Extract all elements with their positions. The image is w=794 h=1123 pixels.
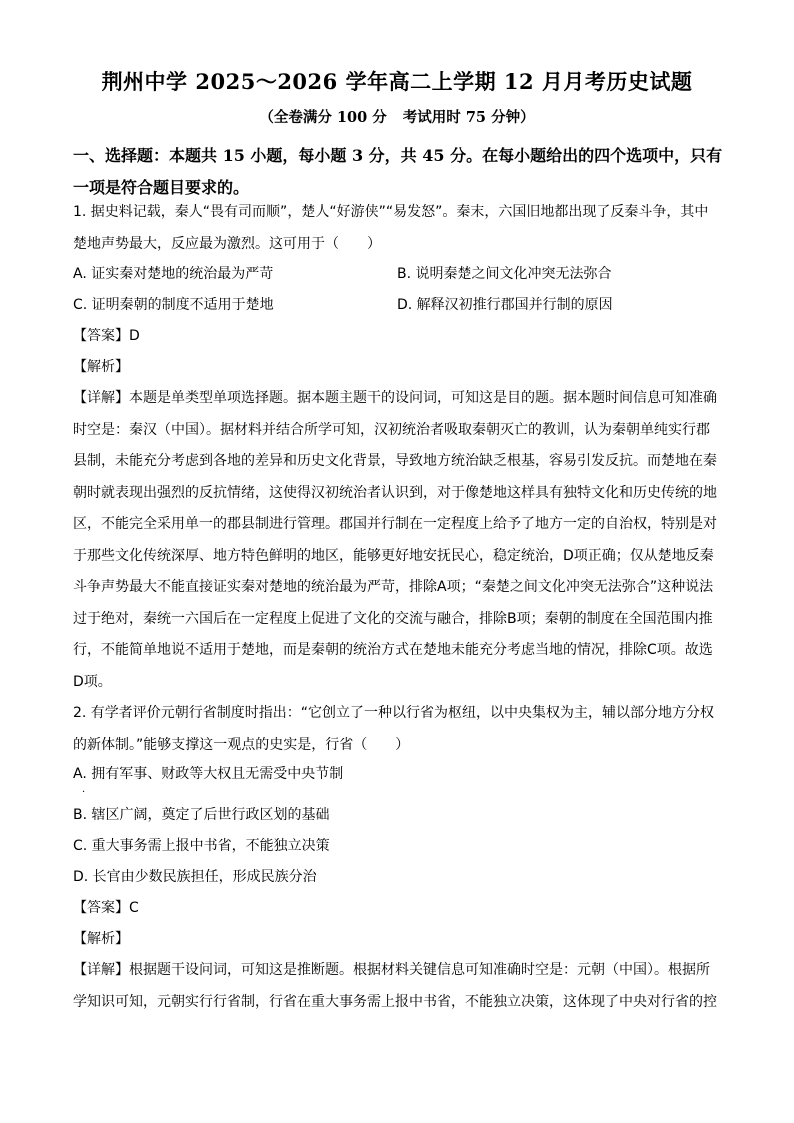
q2-detail: 【详解】根据题干设问词，可知这是推断题。根据材料关键信息可知准确时空是：元朝（中国）。根据所学知识可知，元朝实行行省制，行省在重大事务需上报中书省，不能独立决策，这体现了中央对行省的控 (73, 962, 717, 1010)
exam-subtitle (0, 106, 794, 127)
q1-stem: 1. 据史料记载，秦人“畏有司而顺”，楚人“好游侠”“易发怒”。秦末，六国旧地都出现了反秦斗争，其中楚地声势最大，反应最为激烈。这可用于（ ） (73, 204, 709, 252)
section-heading: 一、选择题：本题共 15 小题，每小题 3 分，共 45 分。在每小题给出的四个选项中，只有一项是符合题目要求的。 (73, 146, 723, 197)
q2-answer: 【答案】C (73, 900, 139, 916)
exam-score-note: （全卷满分 100 分 (259, 109, 387, 126)
stray-dot-mark: · (82, 787, 86, 798)
q2-option-c: C. 重大事务需上报中书省，不能独立决策 (73, 838, 330, 854)
q1-option-a: A. 证实秦对楚地的统治最为严苛 (73, 266, 274, 282)
q2-option-b: B. 辖区广阔，奠定了后世行政区划的基础 (73, 807, 330, 823)
q1-detail: 【详解】本题是单类型单项选择题。据本题主题干的设问词，可知这是目的题。据本题时间信息可知准确时空是：秦汉（中国）。据材料并结合所学可知，汉初统治者吸取秦朝灭亡的教训，认为秦朝单纯实行郡县制，未能充分考虑到各地的差异和历史文化背景，导致地方统治缺乏根基，容易引发反抗。而楚地在秦朝时就表现出强烈的反抗情绪，这使得汉初统治者认识到，对于像楚地这样具有独特文化和历史传统的地区，不能完全采用单一的郡县制进行管理。郡国并行制在一定程度上给予了地方一定的自治权，特别是对于那些文化传统深厚、地方特色鲜明的地区，能够更好地安抚民心，稳定统治，D项正确；仅从楚地反秦斗争声势最大不能直接证实秦对楚地的统治最为严苛，排除A项；“秦楚之间文化冲突无法弥合”这种说法过于绝对，秦统一六国后在一定程度上促进了文化的交流与融合，排除B项；秦朝的制度在全国范围内推行，不能简单地说不适用于楚地，而是秦朝的统治方式在楚地未能充分考虑当地的情况，排除C项。故选D项。 (73, 390, 717, 690)
exam-title: 荆州中学 2025～2026 学年高二上学期 12 月月考历史试题 (101, 69, 693, 94)
q1-option-c: C. 证明秦朝的制度不适用于楚地 (73, 297, 274, 313)
q2-analysis-label: 【解析】 (73, 931, 129, 947)
q1-option-d: D. 解释汉初推行郡国并行制的原因 (397, 297, 613, 313)
q2-option-a: A. 拥有军事、财政等大权且无需受中央节制 (73, 766, 344, 782)
q1-analysis-label: 【解析】 (73, 359, 129, 375)
q1-option-b: B. 说明秦楚之间文化冲突无法弥合 (397, 266, 612, 282)
q2-stem: 2. 有学者评价元朝行省制度时指出：“它创立了一种以行省为枢纽，以中央集权为主，辅以部分地方分权的新体制。”能够支撑这一观点的史实是，行省（ ） (73, 705, 715, 753)
q2-option-d: D. 长官由少数民族担任，形成民族分治 (73, 869, 317, 885)
q1-answer: 【答案】D (73, 328, 140, 344)
exam-time-note: 考试用时 75 分钟） (402, 109, 535, 126)
